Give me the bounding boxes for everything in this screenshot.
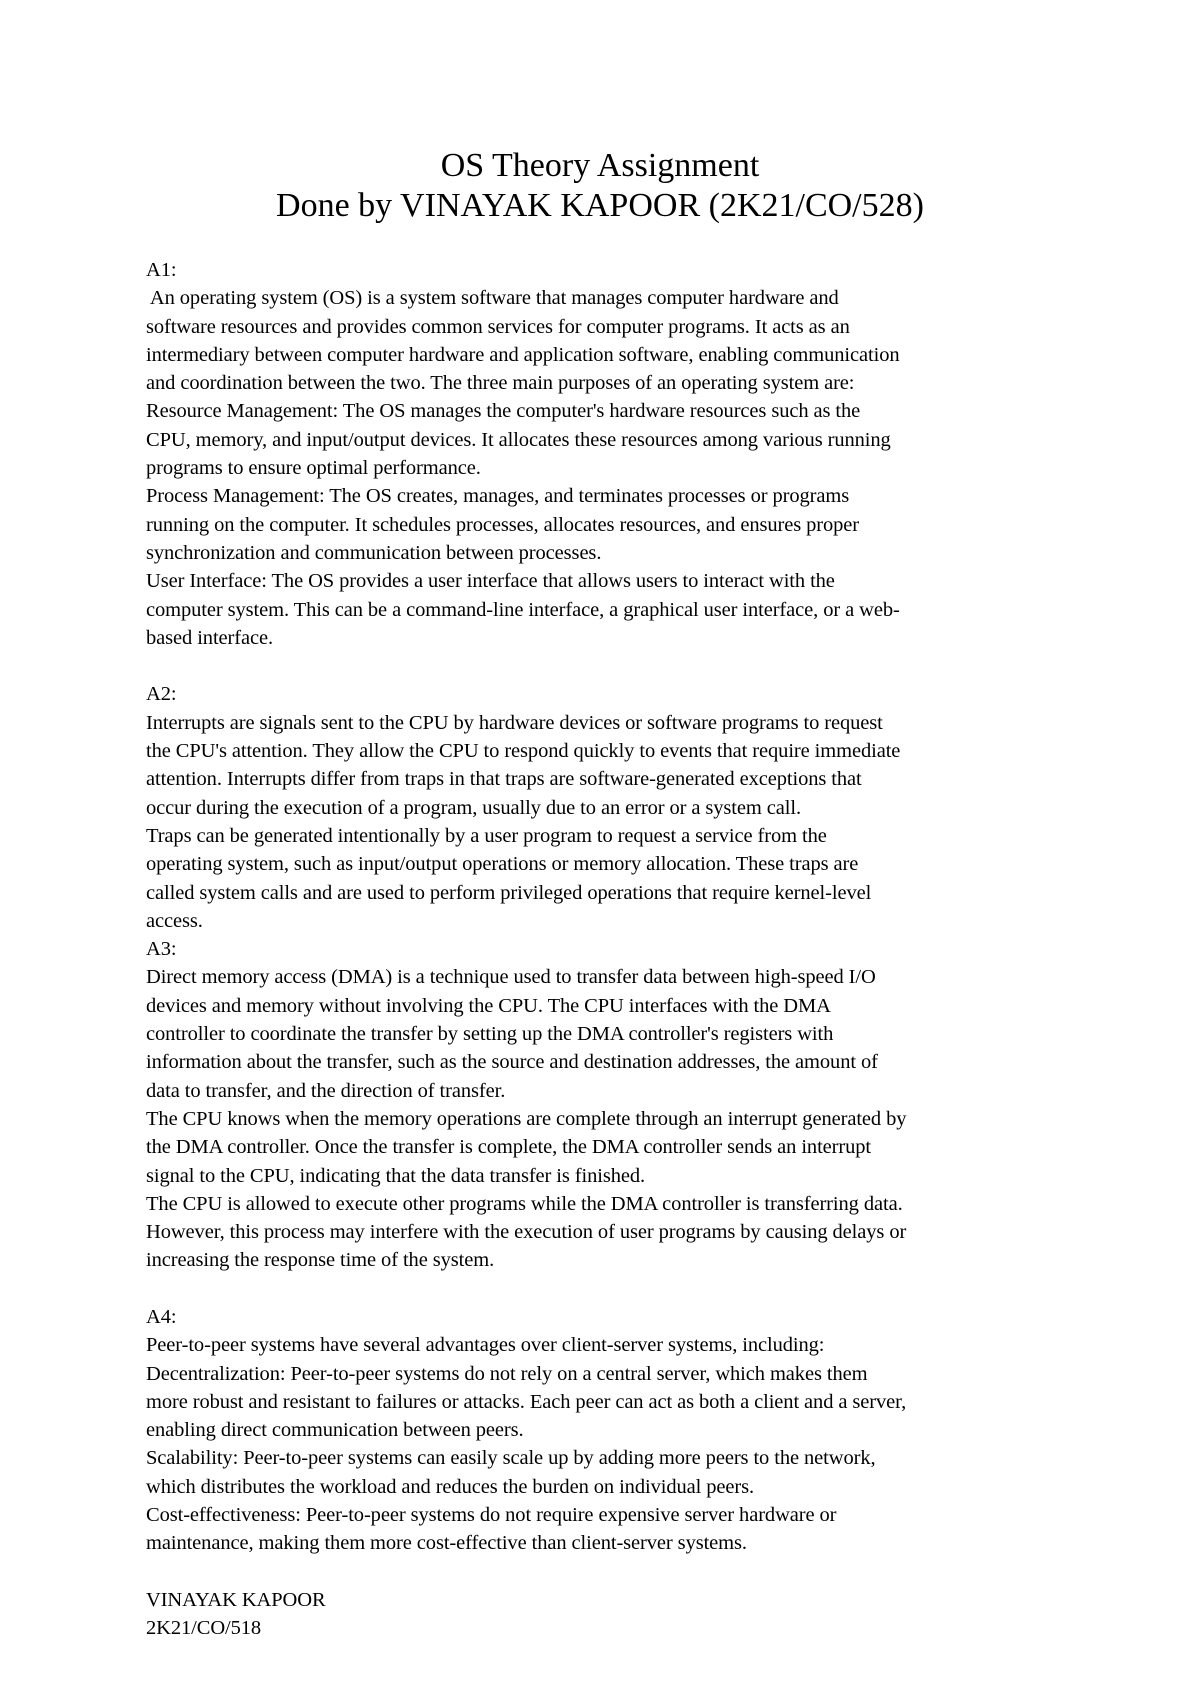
answer-text-line: programs to ensure optimal performance. — [146, 457, 481, 480]
answer-text-line: signal to the CPU, indicating that the data transfer is finished. — [146, 1164, 646, 1187]
answer-text-line: enabling direct communication between peers. — [146, 1419, 524, 1442]
blank-line — [146, 652, 1076, 680]
answer-text-line: operating system, such as input/output operations or memory allocation. These traps are — [146, 853, 859, 876]
answer-text-line: The CPU knows when the memory operations are complete through an interrupt generated by — [146, 1107, 907, 1130]
answer-text-line: An operating system (OS) is a system software that manages computer hardware and — [146, 287, 839, 310]
answer-text-line: occur during the execution of a program, usually due to an error or a system call. — [146, 796, 801, 819]
document-body — [146, 256, 1076, 1643]
blank-line — [146, 1275, 1076, 1303]
answer-section — [146, 1303, 1076, 1558]
answer-text-line: controller to coordinate the transfer by setting up the DMA controller's registers with — [146, 1023, 834, 1046]
answer-text-line: access. — [146, 909, 203, 932]
answer-text-line: intermediary between computer hardware and application software, enabling communication — [146, 343, 900, 366]
answer-text-line: data to transfer, and the direction of transfer. — [146, 1079, 506, 1102]
signature-name: VINAYAK KAPOOR — [146, 1588, 326, 1611]
answer-text-line: Peer-to-peer systems have several advantages over client-server systems, including: — [146, 1334, 825, 1357]
answer-heading: A1: — [146, 259, 177, 281]
answer-text-line: called system calls and are used to perform privileged operations that require kernel-level — [146, 881, 872, 904]
answer-text-line: which distributes the workload and reduces the burden on individual peers. — [146, 1475, 755, 1498]
answer-text-line: and coordination between the two. The three main purposes of an operating system are: — [146, 372, 855, 395]
answer-text-line: Scalability: Peer-to-peer systems can easily scale up by adding more peers to the network, — [146, 1447, 876, 1470]
title-line-2: Done by VINAYAK KAPOOR (2K21/CO/528) — [276, 187, 924, 224]
answer-text-line: the CPU's attention. They allow the CPU to respond quickly to events that require immediate — [146, 740, 901, 763]
answer-text-line: more robust and resistant to failures or attacks. Each peer can act as both a client and a server, — [146, 1390, 907, 1413]
answer-text-line: User Interface: The OS provides a user interface that allows users to interact with the — [146, 570, 835, 593]
answer-text-line: information about the transfer, such as the source and destination addresses, the amount of — [146, 1051, 878, 1074]
answer-section — [146, 935, 1076, 1275]
answer-text-line: synchronization and communication between processes. — [146, 541, 602, 564]
answer-text-line: CPU, memory, and input/output devices. It allocates these resources among various running — [146, 428, 891, 451]
answer-text-line: increasing the response time of the system. — [146, 1249, 495, 1272]
answer-heading: A4: — [146, 1305, 177, 1328]
answer-text-line: Process Management: The OS creates, manages, and terminates processes or programs — [146, 485, 850, 508]
document-title — [0, 146, 1200, 226]
answer-text-line: Direct memory access (DMA) is a technique used to transfer data between high-speed I/O — [146, 966, 876, 989]
answer-text-line: However, this process may interfere with the execution of user programs by causing delays or — [146, 1221, 907, 1244]
answer-text-line: The CPU is allowed to execute other programs while the DMA controller is transferring data. — [146, 1192, 903, 1215]
answer-section — [146, 680, 1076, 935]
answer-text-line: the DMA controller. Once the transfer is complete, the DMA controller sends an interrupt — [146, 1136, 872, 1159]
answer-heading: A2: — [146, 683, 177, 706]
answer-text-line: computer system. This can be a command-line interface, a graphical user interface, or a web- — [146, 598, 900, 621]
answer-text-line: running on the computer. It schedules processes, allocates resources, and ensures proper — [146, 513, 860, 536]
answer-text-line: Decentralization: Peer-to-peer systems do not rely on a central server, which makes them — [146, 1362, 868, 1385]
answer-text-line: software resources and provides common services for computer programs. It acts as an — [146, 315, 850, 338]
answer-text-line: maintenance, making them more cost-effective than client-server systems. — [146, 1532, 747, 1555]
answer-text-line: devices and memory without involving the CPU. The CPU interfaces with the DMA — [146, 994, 831, 1017]
blank-line — [146, 1558, 1076, 1586]
answer-section — [146, 256, 1076, 652]
answer-text-line: Interrupts are signals sent to the CPU by hardware devices or software programs to request — [146, 711, 883, 734]
signature-block — [146, 1586, 1076, 1643]
answer-text-line: Resource Management: The OS manages the computer's hardware resources such as the — [146, 400, 861, 423]
answer-text-line: based interface. — [146, 626, 274, 649]
answer-text-line: attention. Interrupts differ from traps in that traps are software-generated exceptions that — [146, 768, 862, 791]
answer-text-line: Cost-effectiveness: Peer-to-peer systems do not require expensive server hardware or — [146, 1504, 837, 1527]
signature-roll-number: 2K21/CO/518 — [146, 1617, 262, 1640]
title-line-1: OS Theory Assignment — [440, 147, 760, 184]
answer-text-line: Traps can be generated intentionally by a user program to request a service from the — [146, 824, 827, 847]
answer-heading: A3: — [146, 938, 177, 961]
